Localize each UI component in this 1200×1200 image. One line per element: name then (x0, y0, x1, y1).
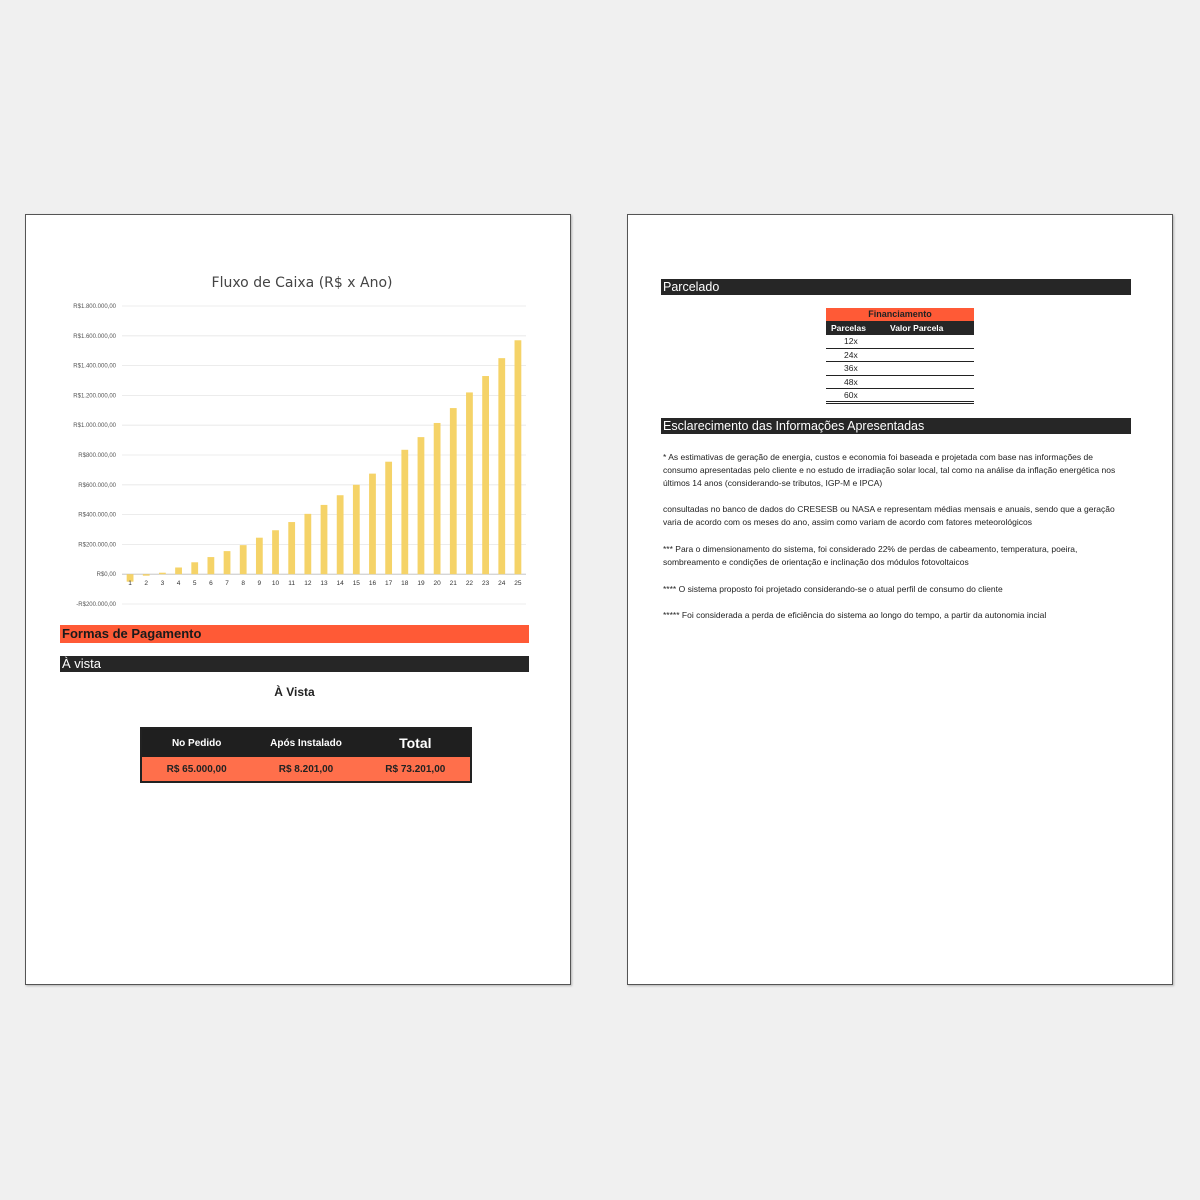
y-tick-label: R$1.600.000,00 (73, 333, 116, 340)
chart-bar (143, 574, 150, 575)
note-paragraph: **** O sistema proposto foi projetado considerando-se o atual perfil de consumo do cliente (663, 583, 1003, 594)
x-tick-label: 15 (352, 580, 360, 588)
note-paragraph: * As estimativas de geração de energia, custos e economia foi baseada e projetada com base nas informações de consumo apresentadas pelo cliente e no estudo de irradiação solar local, tal como na análise da inflação energética nos últimos 14 anos (considerando-se tributos, IGP-M e IPCA) (663, 452, 1116, 488)
header-no-pedido: No Pedido (171, 737, 222, 749)
chart-bar (256, 538, 263, 575)
financing-row: 24x (826, 349, 974, 363)
chart-bar (207, 557, 214, 574)
x-tick-label: 13 (320, 580, 328, 588)
x-tick-label: 19 (417, 580, 425, 588)
chart-title: Fluxo de Caixa (R$ x Ano) (211, 275, 393, 291)
header-total: Total (399, 735, 432, 751)
chart-bar (401, 450, 408, 574)
x-tick-label: 10 (271, 580, 280, 588)
financing-row: 12x (826, 335, 974, 349)
value-total: R$ 73.201,00 (385, 763, 446, 775)
x-tick-label: 12 (304, 580, 312, 588)
x-tick-label: 4 (176, 580, 181, 588)
y-tick-label: R$1.200.000,00 (73, 393, 116, 400)
chart-bar (369, 474, 376, 575)
chart-bar (240, 545, 247, 574)
note-paragraph: ***** Foi considerada a perda de eficiência do sistema ao longo do tempo, a partir da autonomia incial (663, 610, 1047, 621)
x-tick-label: 24 (498, 580, 506, 588)
y-tick-label: R$800.000,00 (78, 453, 116, 459)
chart-bar (224, 551, 231, 574)
chart-bar (159, 573, 166, 574)
x-tick-label: 16 (368, 580, 377, 588)
x-tick-label: 21 (449, 580, 457, 588)
financing-row: 48x (826, 376, 974, 390)
parcelado-section-bar: Parcelado (661, 279, 1131, 295)
avista-section-bar: À vista (60, 656, 529, 672)
x-tick-label: 6 (209, 580, 213, 588)
financing-title: Financiamento (826, 308, 974, 321)
document-page-1 (25, 214, 571, 985)
value-no-pedido: R$ 65.000,00 (166, 763, 227, 775)
x-tick-label: 1 (128, 580, 132, 588)
x-tick-label: 14 (336, 580, 344, 588)
x-tick-label: 3 (160, 580, 165, 588)
x-tick-label: 9 (257, 580, 262, 588)
chart-bar (418, 437, 425, 574)
note-paragraph: *** Para o dimensionamento do sistema, foi considerado 22% de perdas de cabeamento, temperatura, poeira, sombreamento e condições de orientação e inclinação dos módulos fotovoltaicos (663, 543, 1078, 567)
payment-table-header (142, 729, 470, 757)
chart-bar (321, 505, 328, 574)
payment-table-row (142, 757, 470, 781)
header-valor-parcela: Valor Parcela (890, 323, 944, 333)
document-page-2 (627, 214, 1173, 985)
payment-table (140, 727, 472, 783)
x-tick-label: 17 (385, 580, 393, 588)
chart-bar (272, 530, 279, 574)
x-tick-label: 25 (514, 580, 522, 588)
chart-bar (175, 567, 182, 574)
chart-bar (337, 495, 344, 574)
y-tick-label: R$600.000,00 (78, 482, 116, 489)
chart-bar (434, 423, 441, 574)
header-parcelas: Parcelas (831, 323, 866, 333)
financing-row: 60x (826, 389, 974, 404)
y-tick-label: R$0,00 (96, 572, 116, 579)
chart-bar (466, 392, 473, 574)
financing-table (826, 308, 974, 404)
financing-row: 36x (826, 362, 974, 376)
chart-bar (304, 514, 311, 574)
chart-bar (515, 340, 522, 574)
note-paragraph: consultadas no banco de dados do CRESESB ou NASA e representam médias mensais e anuais, sendo que a geração varia de acordo com os meses do ano, assim como variam de acordo com fatores meteorológicos (663, 504, 1115, 528)
header-apos-instalado: Após Instalado (270, 737, 342, 749)
avista-title: À Vista (274, 685, 315, 699)
esclarecimento-section-bar: Esclarecimento das Informações Apresentadas (661, 418, 1131, 434)
x-tick-label: 2 (144, 580, 149, 588)
y-tick-label: R$400.000,00 (78, 512, 116, 519)
value-apos-instalado: R$ 8.201,00 (278, 763, 334, 775)
cash-flow-chart (26, 215, 570, 615)
x-tick-label: 11 (288, 580, 296, 588)
financing-header (826, 321, 974, 335)
chart-bar (288, 522, 295, 574)
y-tick-label: R$1.000.000,00 (73, 423, 116, 430)
chart-bar (450, 408, 457, 574)
y-tick-label: R$1.800.000,00 (73, 304, 116, 310)
chart-bar (385, 462, 392, 574)
notes-block (663, 451, 1129, 636)
x-tick-label: 22 (465, 580, 474, 588)
y-tick-label: R$1.400.000,00 (73, 363, 116, 370)
x-tick-label: 18 (401, 580, 409, 588)
y-tick-label: R$200.000,00 (78, 542, 116, 549)
chart-bar (191, 562, 198, 574)
y-tick-label: -R$200.000,00 (76, 602, 116, 608)
chart-bar (482, 376, 489, 574)
x-tick-label: 5 (192, 580, 197, 588)
x-tick-label: 7 (225, 580, 229, 588)
x-tick-label: 23 (481, 580, 490, 588)
x-tick-label: 8 (241, 580, 246, 588)
formas-pagamento-header: Formas de Pagamento (60, 625, 529, 643)
x-tick-label: 20 (433, 580, 441, 588)
chart-bar (498, 358, 505, 574)
chart-bar (353, 485, 360, 574)
